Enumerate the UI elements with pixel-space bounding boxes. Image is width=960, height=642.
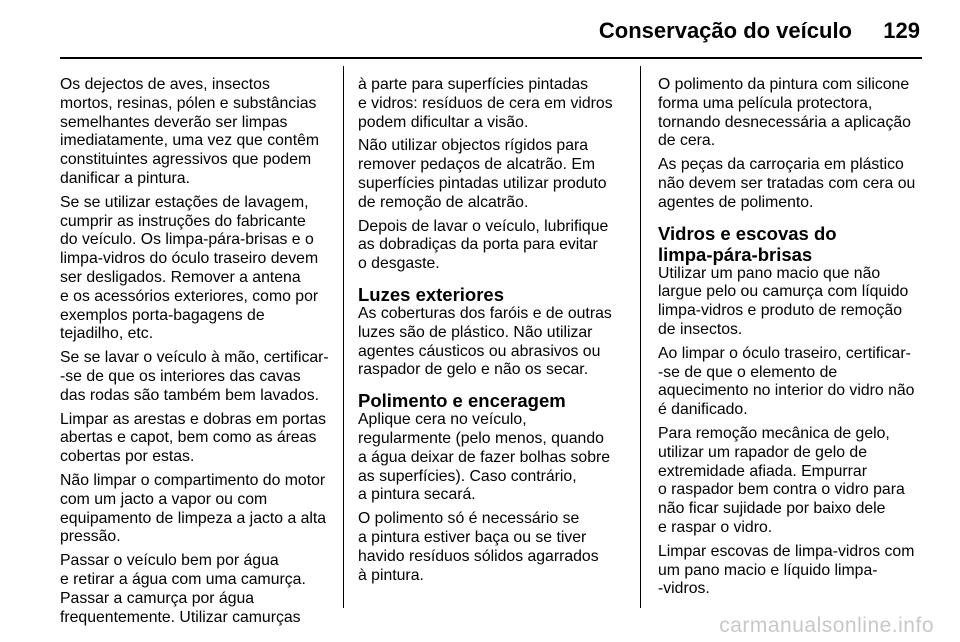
paragraph: à parte para superfícies pintadas e vidros: resíduos de cera em vidros podem dificultar a visão. [358, 76, 613, 131]
column-divider-1 [343, 66, 344, 608]
paragraph: Ao limpar o óculo traseiro, certificar- -se de que o elemento de aquecimento no interior do vidro não é danificado. [658, 344, 915, 419]
column-divider-2 [640, 66, 641, 608]
paragraph: Limpar escovas de limpa-vidros com um pano macio e líquido limpa- -vidros. [658, 542, 915, 598]
text-column-1 [60, 76, 332, 632]
paragraph: Os dejectos de aves, insectos mortos, resinas, pólen e substâncias semelhantes deverão ser limpas imediatamente, uma vez que contêm constituintes agressivos que podem danificar a pintura. [60, 76, 320, 187]
page-header [0, 10, 960, 50]
paragraph: Limpar as arestas e dobras em portas abertas e capot, bem como as áreas cobertas por estas. [60, 410, 327, 466]
watermark: carmanualsonline.info [719, 614, 934, 637]
header-rule [60, 57, 922, 59]
section-heading: Polimento e enceragem [358, 390, 566, 412]
paragraph: As peças da carroçaria em plástico não devem ser tratadas com cera ou agentes de polimento. [658, 156, 916, 211]
section-heading: Luzes exteriores [358, 283, 505, 305]
page-title: Conservação do veículo [598, 18, 852, 43]
paragraph: Aplique cera no veículo, regularmente (pelo menos, quando a água deixar de fazer bolhas sobre as superfícies). Caso contrário, a pintura secará. [358, 411, 611, 504]
paragraph: Não limpar o compartimento do motor com um jacto a vapor ou com equipamento de limpeza a jacto a alta pressão. [60, 471, 327, 546]
paragraph: Não utilizar objectos rígidos para remover pedaços de alcatrão. Em superfícies pintadas utilizar produto de remoção de alcatrão. [358, 137, 607, 211]
paragraph: Se se lavar o veículo à mão, certificar- -se de que os interiores das cavas das rodas são também bem lavados. [60, 349, 329, 404]
paragraph: O polimento só é necessário se a pintura estiver baça ou se tiver havido resíduos sólidos agarrados à pintura. [358, 510, 599, 584]
section-heading: Vidros e escovas do limpa-pára-brisas [658, 222, 837, 265]
paragraph: Se se utilizar estações de lavagem, cumprir as instruções do fabricante do veículo. Os limpa-pára-brisas e o limpa-vidros do óculo traseiro devem ser desligados. Remover a antena e os acessórios exteriores, como por exemplos porta-bagagens de tejadilho, etc. [60, 193, 319, 343]
text-column-3 [658, 76, 928, 604]
paragraph: As coberturas dos faróis e de outras luzes são de plástico. Não utilizar agentes cáusticos ou abrasivos ou raspador de gelo e não os secar. [358, 304, 612, 379]
paragraph: Passar o veículo bem por água e retirar a água com uma camurça. Passar a camurça por água frequentemente. Utilizar camurças [60, 552, 306, 626]
paragraph: Para remoção mecânica de gelo, utilizar um rapador de gelo de extremidade afiada. Empurrar o raspador bem contra o vidro para não ficar sujidade por baixo dele e raspar o vidro. [658, 424, 905, 536]
paragraph: Depois de lavar o veículo, lubrifique as dobradiças da porta para evitar o desgaste. [358, 217, 609, 273]
paragraph: Utilizar um pano macio que não largue pelo ou camurça com líquido limpa-vidros e produto de remoção de insectos. [658, 264, 909, 338]
paragraph: O polimento da pintura com silicone forma uma película protectora, tornando desnecessária a aplicação de cera. [658, 76, 911, 150]
page-number: 129 [883, 18, 920, 43]
text-column-2 [358, 76, 628, 590]
